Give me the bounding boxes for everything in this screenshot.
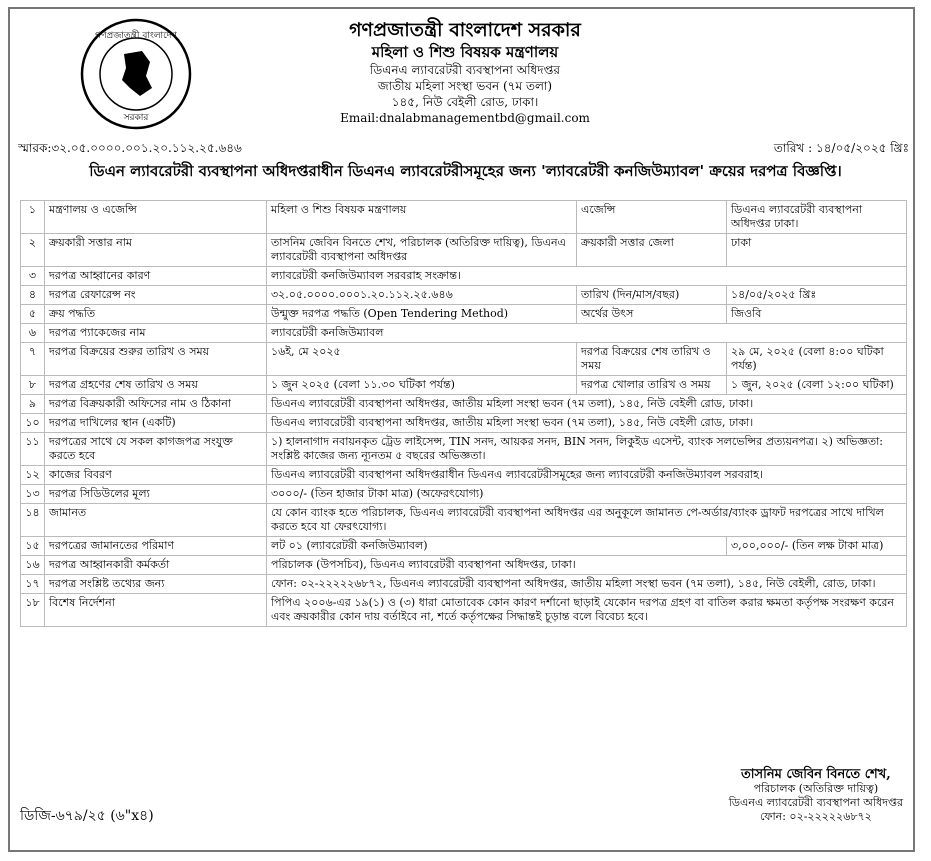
office-email: Email:dnalabmanagementbd@gmail.com (340, 111, 590, 125)
table-row (21, 433, 907, 466)
footer-code: ডিজি-৬৭৯/২৫ (৬"x৪) (20, 808, 154, 824)
row-number: ৮ (21, 376, 45, 395)
row-label-secondary: তারিখ (দিন/মাস/বছর) (577, 286, 727, 305)
row-label: ক্রয়কারী সত্তার নাম (45, 234, 267, 267)
signatory-designation: পরিচালক (অতিরিক্ত দায়িত্ব) (753, 782, 879, 795)
row-value: মহিলা ও শিশু বিষয়ক মন্ত্রণালয় (267, 201, 577, 234)
table-row (21, 343, 907, 376)
row-value: উন্মুক্ত দরপত্র পদ্ধতি (Open Tendering Method) (267, 305, 577, 324)
row-value-secondary: ২৯ মে, ২০২৫ (বেলা ৪:০০ ঘটিকা পর্যন্ত) (727, 343, 907, 376)
row-value-secondary: জিওবি (727, 305, 907, 324)
ministry-name: মহিলা ও শিশু বিষয়ক মন্ত্রণালয় (371, 43, 559, 61)
signatory-name: তাসনিম জেবিন বিনতে শেখ, (741, 767, 891, 782)
row-value-secondary: ঢাকা (727, 234, 907, 267)
row-value: ১) হালনাগাদ নবায়নকৃত ট্রেড লাইসেন্স, TIN সনদ, আয়কর সনদ, BIN সনদ, লিকুইড এসেন্ট, ব্যাংক সলভেন্সির প্রত্যয়নপত্র। ২) অভিজ্ঞতা: সংশ্লিষ্ট কাজের জন্য ন্যূনতম ৫ বছরের অভিজ্ঞতা। (267, 433, 907, 466)
row-label: কাজের বিবরণ (45, 466, 267, 485)
seal-emblem-icon (80, 18, 192, 130)
row-value: ৩২.০৫.০০০০.০০০১.২০.১১২.২৫.৬৪৬ (267, 286, 577, 305)
row-label: দরপত্র দাখিলের স্থান (একটি) (45, 414, 267, 433)
row-label: দরপত্র বিক্রয়ের শুরুর তারিখ ও সময় (45, 343, 267, 376)
row-number: ৯ (21, 395, 45, 414)
row-label: জামানত (45, 504, 267, 537)
table-row (21, 324, 907, 343)
office-address: ১৪৫, নিউ বেইলী রোড, ঢাকা। (391, 95, 539, 109)
row-number: ১৫ (21, 537, 45, 556)
row-value: পিপিএ ২০০৬-এর ১৯(১) ও (৩) ধারা মোতাবেক কোন কারণ দর্শানো ছাড়াই যেকোন দরপত্র গ্রহণ বা বাতিল করার ক্ষমতা কর্তৃপক্ষ সংরক্ষণ করেন এবং ক্রয়কারীর কোন দায় বর্তাইবে না, শর্তে কর্তৃপক্ষের সিদ্ধান্তই চূড়ান্ত বলে বিবেচ্য হবে। (267, 594, 907, 627)
table-row (21, 286, 907, 305)
seal-top-text: গণপ্রজাতন্ত্রী বাংলাদেশ (95, 31, 177, 41)
signature-block (729, 768, 903, 824)
row-number: ৪ (21, 286, 45, 305)
row-label-secondary: অর্থের উৎস (577, 305, 727, 324)
government-seal (80, 18, 192, 130)
memo-number: স্মারক:৩২.০৫.০০০০.০০১.২০.১১২.২৫.৬৪৬ (18, 141, 242, 155)
table-row (21, 201, 907, 234)
row-number: ৬ (21, 324, 45, 343)
row-number: ৭ (21, 343, 45, 376)
row-number: ১০ (21, 414, 45, 433)
seal-bottom-text: সরকার (123, 113, 149, 123)
row-number: ১৬ (21, 556, 45, 575)
row-label: দরপত্র সংশ্লিষ্ট তথ্যের জন্য (45, 575, 267, 594)
row-value: যে কোন ব্যাংক হতে পরিচালক, ডিএনএ ল্যাবরেটরী ব্যবস্থাপনা অধিদপ্তর এর অনুকূলে জামানত পে-অর্ডার/ব্যাংক ড্রাফট দরপত্রের সাথে দাখিল করতে হবে যা ফেরৎযোগ্য। (267, 504, 907, 537)
table-row (21, 234, 907, 267)
table-row (21, 504, 907, 537)
row-number: ১৮ (21, 594, 45, 627)
row-label: মন্ত্রণালয় ও এজেন্সি (45, 201, 267, 234)
table-row (21, 376, 907, 395)
row-label: দরপত্র আহ্বানের কারণ (45, 267, 267, 286)
row-label: দরপত্র আহ্বানকারী কর্মকর্তা (45, 556, 267, 575)
letterhead (190, 18, 740, 126)
row-number: ১৩ (21, 485, 45, 504)
table-row (21, 466, 907, 485)
row-value-secondary: ৩,০০,০০০/- (তিন লক্ষ টাকা মাত্র) (727, 537, 907, 556)
signatory-phone: ফোন: ০২-২২২২২৬৮৭২ (759, 810, 872, 823)
notice-date: তারিখ : ১৪/০৫/২০২৫ খ্রিঃ (773, 141, 909, 155)
row-value: ১৬ই, মে ২০২৫ (267, 343, 577, 376)
row-label: দরপত্র রেফারেন্স নং (45, 286, 267, 305)
row-value: লট ০১ (ল্যাবরেটরী কনজিউম্যাবল) (267, 537, 727, 556)
government-name: গণপ্রজাতন্ত্রী বাংলাদেশ সরকার (349, 19, 581, 41)
row-value-secondary: ডিএনএ ল্যাবরেটরী ব্যবস্থাপনা অধিদপ্তর ঢাকা। (727, 201, 907, 234)
row-value: তাসনিম জেবিন বিনতে শেখ, পরিচালক (অতিরিক্ত দায়িত্ব), ডিএনএ ল্যাবরেটরী ব্যবস্থাপনা অধিদপ্তর (267, 234, 577, 267)
table-row (21, 594, 907, 627)
row-number: ২ (21, 234, 45, 267)
table-row (21, 537, 907, 556)
table-row (21, 414, 907, 433)
row-label: দরপত্রের সাথে যে সকল কাগজপত্র সংযুক্ত করতে হবে (45, 433, 267, 466)
table-row (21, 556, 907, 575)
row-label-secondary: দরপত্র খোলার তারিখ ও সময় (577, 376, 727, 395)
row-number: ১১ (21, 433, 45, 466)
row-label: দরপত্রের জামানতের পরিমাণ (45, 537, 267, 556)
table-row (21, 395, 907, 414)
row-label: ক্রয় পদ্ধতি (45, 305, 267, 324)
row-value: ডিএনএ ল্যাবরেটরী ব্যবস্থাপনা অধিদপ্তর, জাতীয় মহিলা সংস্থা ভবন (৭ম তলা), ১৪৫, নিউ বেইলী রোড, ঢাকা। (267, 395, 907, 414)
row-value-secondary: ১৪/০৫/২০২৫ খ্রিঃ (727, 286, 907, 305)
row-label: দরপত্র সিডিউলের মূল্য (45, 485, 267, 504)
row-value: ফোন: ০২-২২২২২৬৮৭২, ডিএনএ ল্যাবরেটরী ব্যবস্থাপনা অধিদপ্তর, জাতীয় মহিলা সংস্থা ভবন (৭ম তলা), ১৪৫, নিউ বেইলী, রোড, ঢাকা। (267, 575, 907, 594)
row-value-secondary: ১ জুন, ২০২৫ (বেলা ১২:০০ ঘটিকা) (727, 376, 907, 395)
row-number: ১২ (21, 466, 45, 485)
row-value: ডিএনএ ল্যাবরেটরী ব্যবস্থাপনা অধিদপ্তর, জাতীয় মহিলা সংস্থা ভবন (৭ম তলা), ১৪৫, নিউ বেইলী রোড, ঢাকা। (267, 414, 907, 433)
row-value: ল্যাবরেটরী কনজিউম্যাবল সরবরাহ সংক্রান্ত। (267, 267, 907, 286)
row-label: দরপত্র বিক্রয়কারী অফিসের নাম ও ঠিকানা (45, 395, 267, 414)
notice-title: ডিএন ল্যাবরেটরী ব্যবস্থাপনা অধিদপ্তরাধীন ডিএনএ ল্যাবরেটরীসমূহের জন্য 'ল্যাবরেটরী কনজিউম্যাবল' ক্রয়ের দরপত্র বিজ্ঞপ্তি। (89, 162, 842, 180)
tender-table (20, 200, 907, 627)
row-value: ৩০০০/- (তিন হাজার টাকা মাত্র) (অফেরৎযোগ্য) (267, 485, 907, 504)
table-row (21, 267, 907, 286)
row-number: ১৪ (21, 504, 45, 537)
row-value: ১ জুন ২০২৫ (বেলা ১১.৩০ ঘটিকা পর্যন্ত) (267, 376, 577, 395)
row-value: ল্যাবরেটরী কনজিউম্যাবল (267, 324, 907, 343)
row-value: পরিচালক (উপসচিব), ডিএনএ ল্যাবরেটরী ব্যবস্থাপনা অধিদপ্তর, ঢাকা। (267, 556, 907, 575)
row-label-secondary: এজেন্সি (577, 201, 727, 234)
row-label: বিশেষ নির্দেশনা (45, 594, 267, 627)
row-label-secondary: ক্রয়কারী সত্তার জেলা (577, 234, 727, 267)
row-number: ১ (21, 201, 45, 234)
row-label: দরপত্র গ্রহণের শেষ তারিখ ও সময় (45, 376, 267, 395)
row-number: ৩ (21, 267, 45, 286)
row-label: দরপত্র প্যাকেজের নাম (45, 324, 267, 343)
row-number: ৫ (21, 305, 45, 324)
table-row (21, 485, 907, 504)
row-value: ডিএনএ ল্যাবরেটরী ব্যবস্থাপনা অধিদপ্তরাধীন ডিএনএ ল্যাবরেটরীসমূহের জন্য ল্যাবরেটরী কনজিউম্যাবল সরবরাহ। (267, 466, 907, 485)
signatory-office: ডিএনএ ল্যাবরেটরী ব্যবস্থাপনা অধিদপ্তর (728, 796, 903, 809)
department-name: ডিএনএ ল্যাবরেটরী ব্যবস্থাপনা অধিদপ্তর (369, 63, 561, 77)
table-row (21, 305, 907, 324)
building-name: জাতীয় মহিলা সংস্থা ভবন (৭ম তলা) (377, 79, 553, 93)
row-number: ১৭ (21, 575, 45, 594)
row-label-secondary: দরপত্র বিক্রয়ের শেষ তারিখ ও সময় (577, 343, 727, 376)
table-row (21, 575, 907, 594)
